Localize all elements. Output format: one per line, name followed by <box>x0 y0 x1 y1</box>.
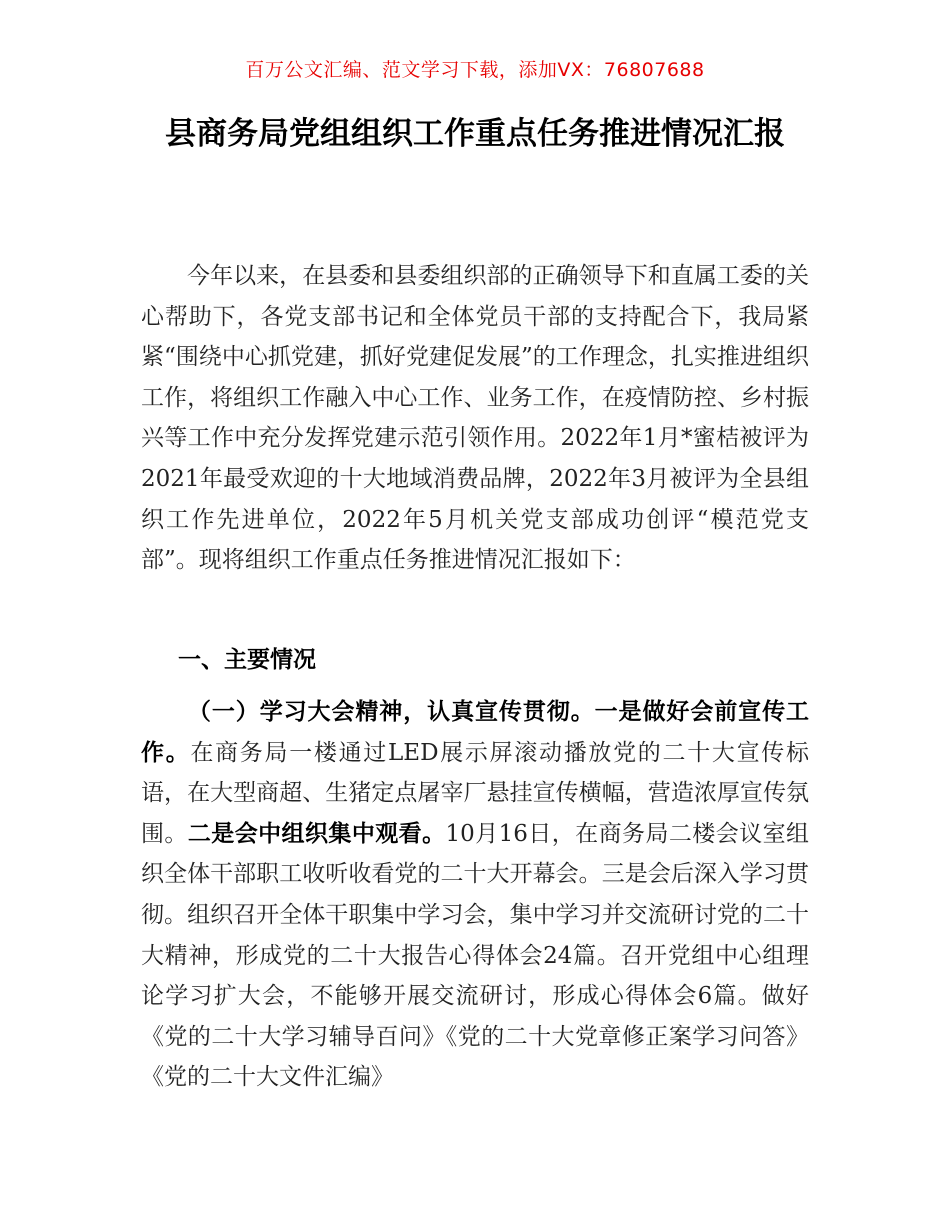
subsection-paragraph <box>141 692 809 1098</box>
intro-paragraph <box>141 256 809 581</box>
point-two-text: 10月16日，在商务局二楼会议室组织全体干部职工收听收看党的二十大开幕会。三是会后深入学习贯彻。组织召开全体干职集中学习会，集中学习并交流研讨党的二十大精神，形成党的二十大报告心得体会24篇。召开党组中心组理论学习扩大会，不能够开展交流研讨，形成心得体会6篇。做好《党的二十大学习辅导百问》《党的二十大党章修正案学习问答》《党的二十大文件汇编》 <box>141 820 810 1091</box>
subsection-heading: （一）学习大会精神，认真宣传贯彻。 <box>187 699 595 725</box>
point-one-text: 在商务局一楼通过LED展示屏滚动播放党的二十大宣传标语，在大型商超、生猪定点屠宰厂悬挂宣传横幅，营造浓厚宣传氛围。 <box>141 739 809 847</box>
watermark-text: 百万公文汇编、范文学习下载，添加VX：76807688 <box>245 59 705 81</box>
document-title: 县商务局党组组织工作重点任务推进情况汇报 <box>165 116 785 152</box>
point-two-label: 二是会中组织集中观看。 <box>187 820 446 847</box>
section-heading: 一、主要情况 <box>178 647 316 673</box>
point-one-label: 一是做好会前宣传工作。 <box>141 699 810 766</box>
intro-paragraph-text: 今年以来，在县委和县委组织部的正确领导下和直属工委的关心帮助下，各党支部书记和全体党员干部的支持配合下，我局紧紧“围绕中心抓党建，抓好党建促发展”的工作理念，扎实推进组织工作，将组织工作融入中心工作、业务工作，在疫情防控、乡村振兴等工作中充分发挥党建示范引领作用。2022年1月*蜜桔被评为2021年最受欢迎的十大地域消费品牌，2022年3月被评为全县组织工作先进单位，2022年5月机关党支部成功创评“模范党支部”。现将组织工作重点任务推进情况汇报如下： <box>141 263 809 574</box>
